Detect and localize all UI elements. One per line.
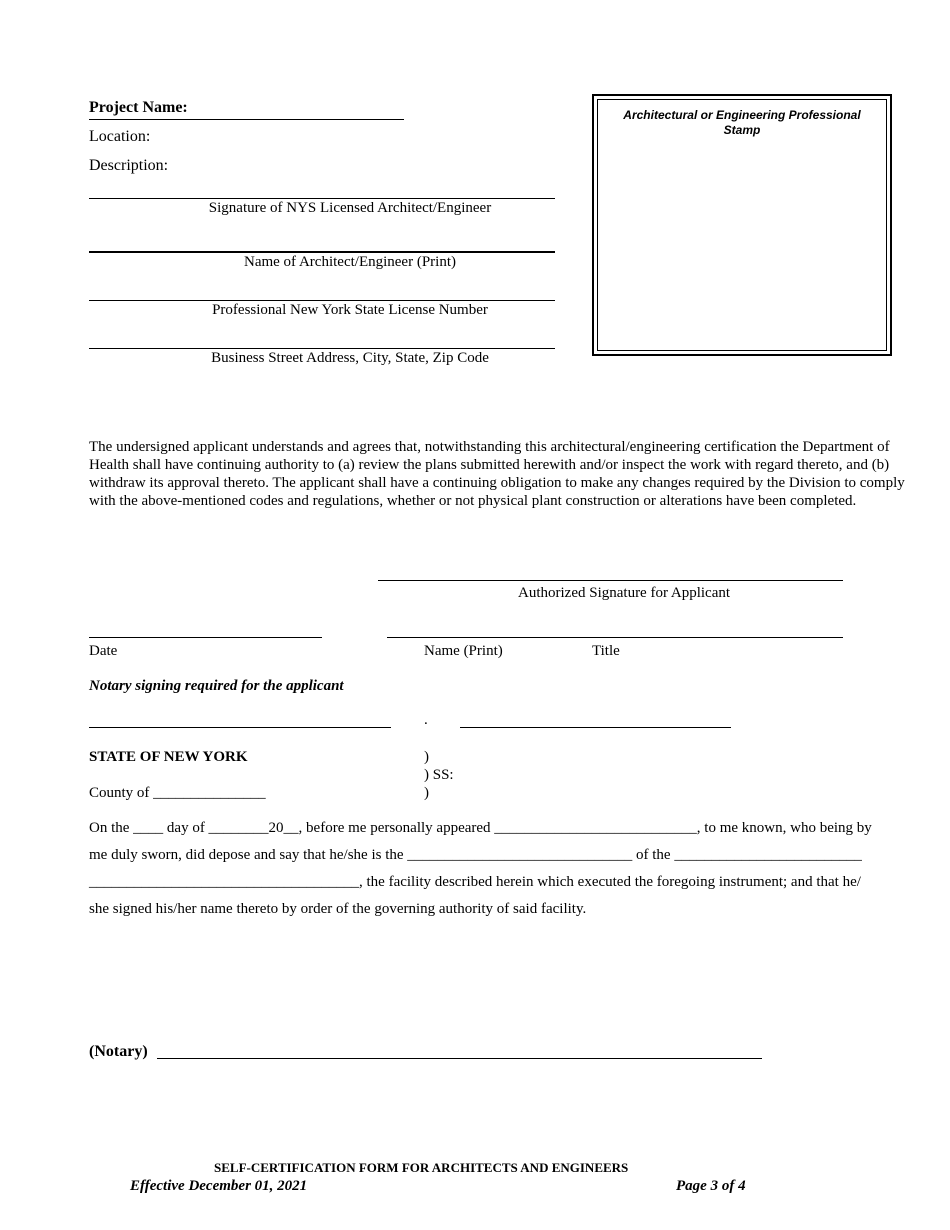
stamp-inner-border [597,99,887,351]
venue-paren-1: ) [424,749,429,765]
agreement-paragraph: The undersigned applicant understands and agrees that, notwithstanding this architectural/engineering certification the Department of Health shall have continuing authority to (a) review the plans submitted herewith and/or inspect the work with regard thereto, and (b) withdraw its approval thereto. The applicant shall have a continuing obligation to make any changes required by the Division to comply with the above-mentioned codes and regulations, whether or not physical plant construction or alterations have been completed. [89,439,905,509]
name-print-label: Name (Print) [424,643,503,659]
address-caption: Business Street Address, City, State, Zip Code [211,350,489,366]
architect-name-line[interactable] [89,251,555,253]
notary-line-2: me duly sworn, did depose and say that he/she is the ______________________________ of the _________________________ [89,847,862,863]
notary-required-note: Notary signing required for the applicant [89,678,344,694]
notary-line-1: On the ____ day of ________20__, before me personally appeared ___________________________, to me known, who being by [89,820,872,836]
license-line[interactable] [89,300,555,301]
authorized-signature-line[interactable] [378,580,843,581]
notary-signature-line[interactable] [157,1058,762,1059]
separator-dot: . [424,712,428,728]
notary-top-line-left[interactable] [89,727,391,728]
architect-name-caption: Name of Architect/Engineer (Print) [243,254,456,270]
project-name-label: Project Name: [89,99,188,116]
signature-caption: Signature of NYS Licensed Architect/Engineer [208,200,492,216]
footer-form-title: SELF-CERTIFICATION FORM FOR ARCHITECTS AND ENGINEERS [214,1160,629,1175]
venue-ss: ) SS: [424,767,454,783]
notary-line-3: ____________________________________, the facility described herein which executed the foregoing instrument; and that he/ [89,874,861,890]
signature-line[interactable] [89,198,555,199]
location-label: Location: [89,128,151,145]
description-label: Description: [89,157,169,174]
state-heading: STATE OF NEW YORK [89,749,248,765]
footer-effective-date: Effective December 01, 2021 [130,1178,308,1194]
county-field[interactable]: County of _______________ [89,785,266,801]
address-line[interactable] [89,348,555,349]
name-title-line[interactable] [387,637,843,638]
title-label: Title [592,643,620,659]
project-name-underline[interactable] [89,119,404,120]
date-line[interactable] [89,637,322,638]
professional-stamp-box [592,94,892,356]
venue-paren-3: ) [424,785,429,801]
footer-page-number: Page 3 of 4 [676,1178,746,1194]
date-label: Date [89,643,118,659]
notary-label: (Notary) [89,1043,148,1060]
stamp-title: Architectural or Engineering Professional Stamp [623,108,861,137]
notary-top-line-right[interactable] [460,727,731,728]
authorized-signature-caption: Authorized Signature for Applicant [518,585,731,601]
license-caption: Professional New York State License Number [212,302,488,318]
notary-line-4: she signed his/her name thereto by order of the governing authority of said facility. [89,901,587,917]
